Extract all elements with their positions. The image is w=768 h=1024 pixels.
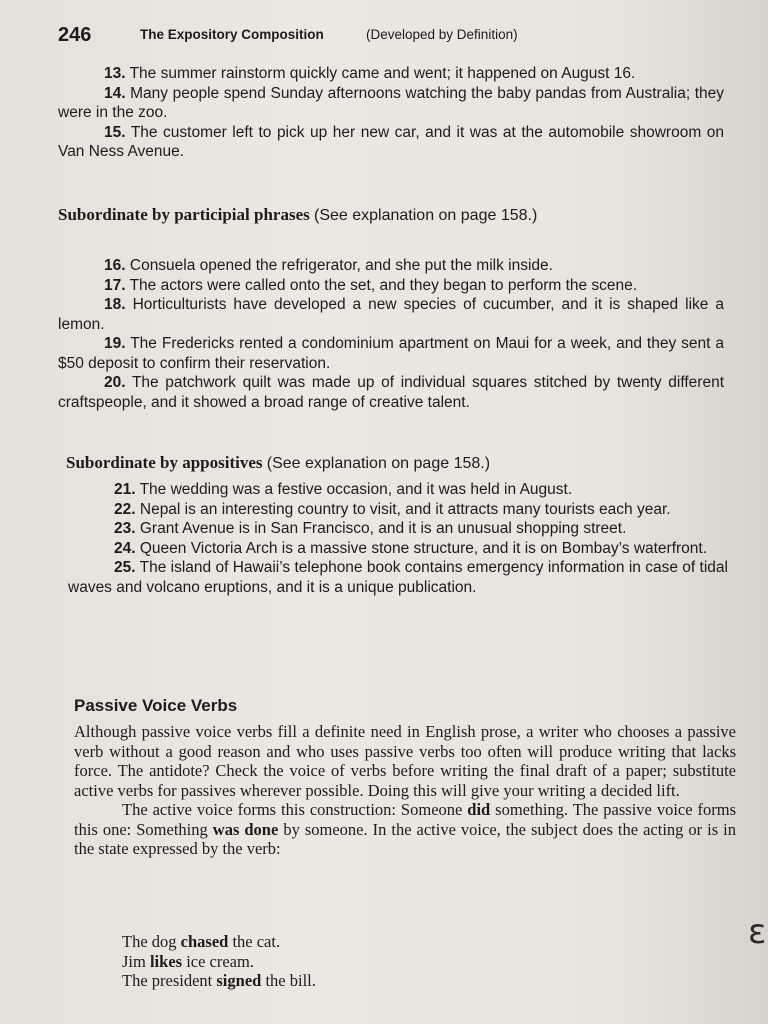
page-header <box>58 24 738 52</box>
exercise-item: 15. The customer left to pick up her new car, and it was at the automobile showroom on Van Ness Avenue. <box>58 123 725 160</box>
paragraph: Although passive voice verbs fill a definite need in English prose, a writer who chooses a passive verb without a good reason and who uses passive verbs too often will produce writing that lacks force. The antidote? Check the voice of verbs before writing the final draft of a paper; substitute active verbs for passives wherever possible. Doing this will give your writing a decided lift. <box>74 722 736 800</box>
section-heading: Passive Voice Verbs <box>74 696 238 715</box>
example-sentences <box>122 932 522 991</box>
page-edge-tab-mark: ε <box>748 912 767 952</box>
appositives-exercise-list <box>68 480 728 597</box>
exercise-item: 23. Grant Avenue is in San Francisco, and it is an unusual shopping street. <box>114 520 627 537</box>
example-sentence: The dog chased the cat. <box>122 932 281 951</box>
participial-heading: Subordinate by participial phrases (See explanation on page 158.) <box>58 205 538 224</box>
exercise-item: 25. The island of Hawaii’s telephone book contains emergency information in case of tidal waves and volcano eruptions, and it is a unique publication. <box>68 559 728 596</box>
example-sentence: The president signed the bill. <box>122 971 316 990</box>
page-number: 246 <box>58 24 92 46</box>
participial-exercise-list <box>58 256 724 412</box>
exercise-item: 20. The patchwork quilt was made up of individual squares stitched by twenty different craftspeople, and it showed a broad range of creative talent. <box>58 374 724 411</box>
exercise-list-continued <box>58 64 724 162</box>
exercise-item: 19. The Fredericks rented a condominium apartment on Maui for a week, and they sent a $50 deposit to confirm their reservation. <box>58 335 724 372</box>
exercise-item: 16. Consuela opened the refrigerator, and she put the milk inside. <box>104 257 553 274</box>
exercise-item: 21. The wedding was a festive occasion, and it was held in August. <box>114 481 573 498</box>
running-title: The Expository Composition <box>140 27 324 42</box>
running-subtitle: (Developed by Definition) <box>366 27 518 42</box>
exercise-item: 18. Horticulturists have developed a new species of cucumber, and it is shaped like a lemon. <box>58 296 724 333</box>
paragraph: The active voice forms this construction: Someone did something. The passive voice forms this one: Something was done by someone. In the active voice, the subject does the acting or is in the state expressed by the verb: <box>74 800 737 858</box>
exercise-item: 24. Queen Victoria Arch is a massive stone structure, and it is on Bombay’s waterfront. <box>114 539 708 557</box>
appositives-heading: Subordinate by appositives (See explanation on page 158.) <box>66 453 491 472</box>
exercise-item: 13. The summer rainstorm quickly came and went; it happened on August 16. <box>104 65 636 82</box>
passive-voice-body <box>74 722 736 859</box>
exercise-item: 14. Many people spend Sunday afternoons watching the baby pandas from Australia; they were in the zoo. <box>58 84 724 121</box>
example-sentence: Jim likes ice cream. <box>122 951 254 971</box>
exercise-item: 17. The actors were called onto the set, and they began to perform the scene. <box>104 276 638 294</box>
exercise-item: 22. Nepal is an interesting country to visit, and it attracts many tourists each year. <box>114 500 671 518</box>
